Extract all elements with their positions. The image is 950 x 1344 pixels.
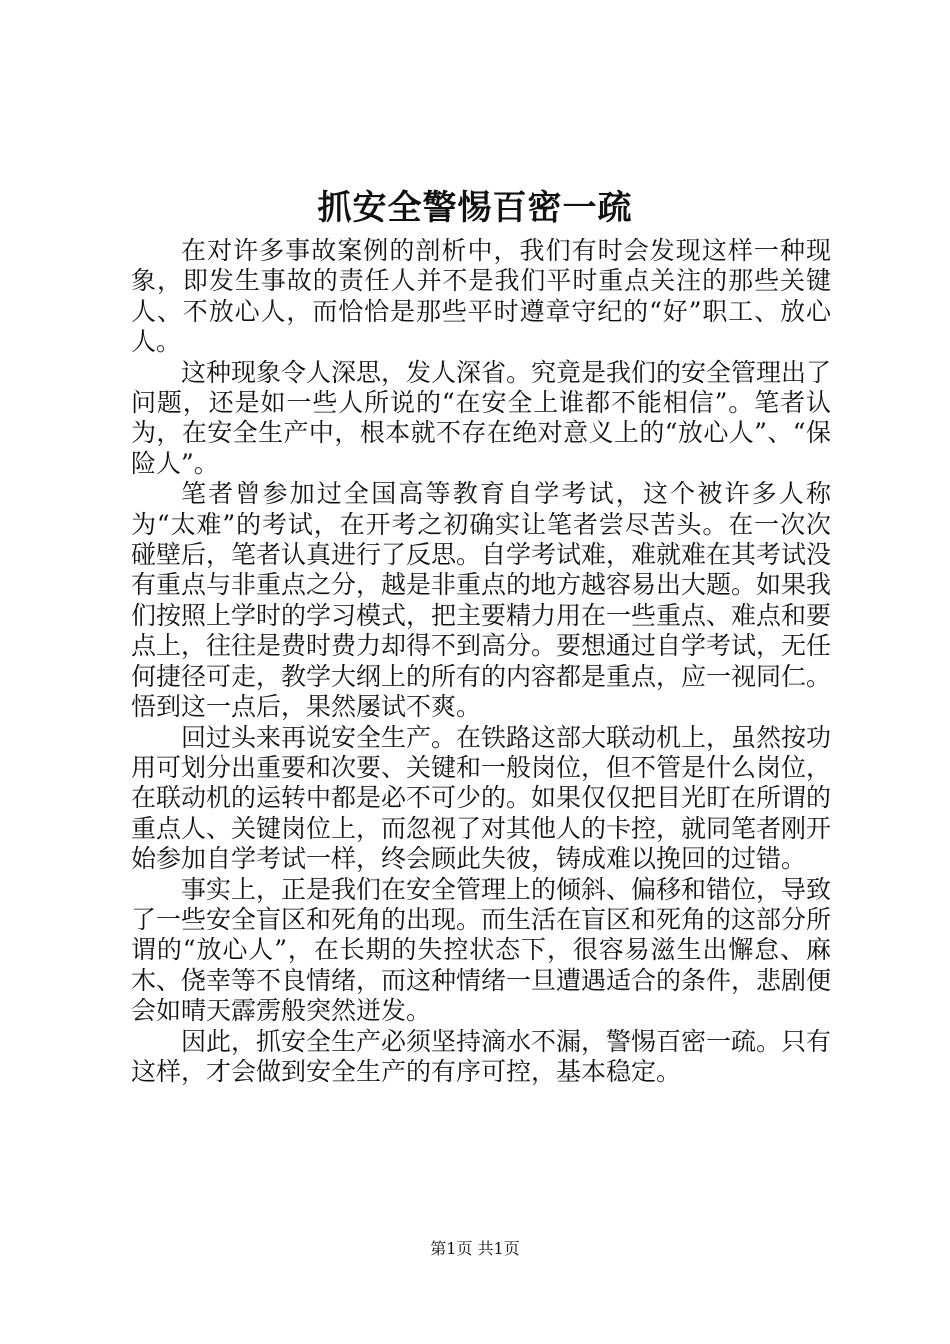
paragraph-5: 事实上，正是我们在安全管理上的倾斜、偏移和错位，导致了一些安全盲区和死角的出现。而生活在盲区和死角的这部分所谓的“放心人”，在长期的失控状态下，很容易滋生出懈怠、麻木、侥幸等不良情绪，而这种情绪一旦遭遇适合的条件，悲剧便会如晴天霹雳般突然迸发。 <box>131 874 832 1026</box>
paragraph-4: 回过头来再说安全生产。在铁路这部大联动机上，虽然按功用可划分出重要和次要、关键和一般岗位，但不管是什么岗位，在联动机的运转中都是必不可少的。如果仅仅把目光盯在所谓的重点人、关键岗位上，而忽视了对其他人的卡控，就同笔者刚开始参加自学考试一样，终会顾此失彼，铸成难以挽回的过错。 <box>131 722 832 874</box>
document-title: 抓安全警惕百密一疏 <box>317 188 633 228</box>
paragraph-3: 笔者曾参加过全国高等教育自学考试，这个被许多人称为“太难”的考试，在开考之初确实让笔者尝尽苦头。在一次次碰壁后，笔者认真进行了反思。自学考试难，难就难在其考试没有重点与非重点之分，越是非重点的地方越容易出大题。如果我们按照上学时的学习模式，把主要精力用在一些重点、难点和要点上，往往是费时费力却得不到高分。要想通过自学考试，无任何捷径可走，教学大纲上的所有的内容都是重点，应一视同仁。悟到这一点后，果然屡试不爽。 <box>131 479 832 722</box>
document-body <box>131 236 831 1087</box>
paragraph-1: 在对许多事故案例的剖析中，我们有时会发现这样一种现象，即发生事故的责任人并不是我们平时重点关注的那些关键人、不放心人，而恰恰是那些平时遵章守纪的“好”职工、放心人。 <box>131 236 831 357</box>
paragraph-6: 因此，抓安全生产必须坚持滴水不漏，警惕百密一疏。只有这样，才会做到安全生产的有序可控，基本稳定。 <box>131 1026 832 1086</box>
paragraph-2: 这种现象令人深思，发人深省。究竟是我们的安全管理出了问题，还是如一些人所说的“在安全上谁都不能相信”。笔者认为，在安全生产中，根本就不存在绝对意义上的“放心人”、“保险人”。 <box>131 357 832 478</box>
page-number-footer: 第1页 共1页 <box>430 1239 520 1258</box>
